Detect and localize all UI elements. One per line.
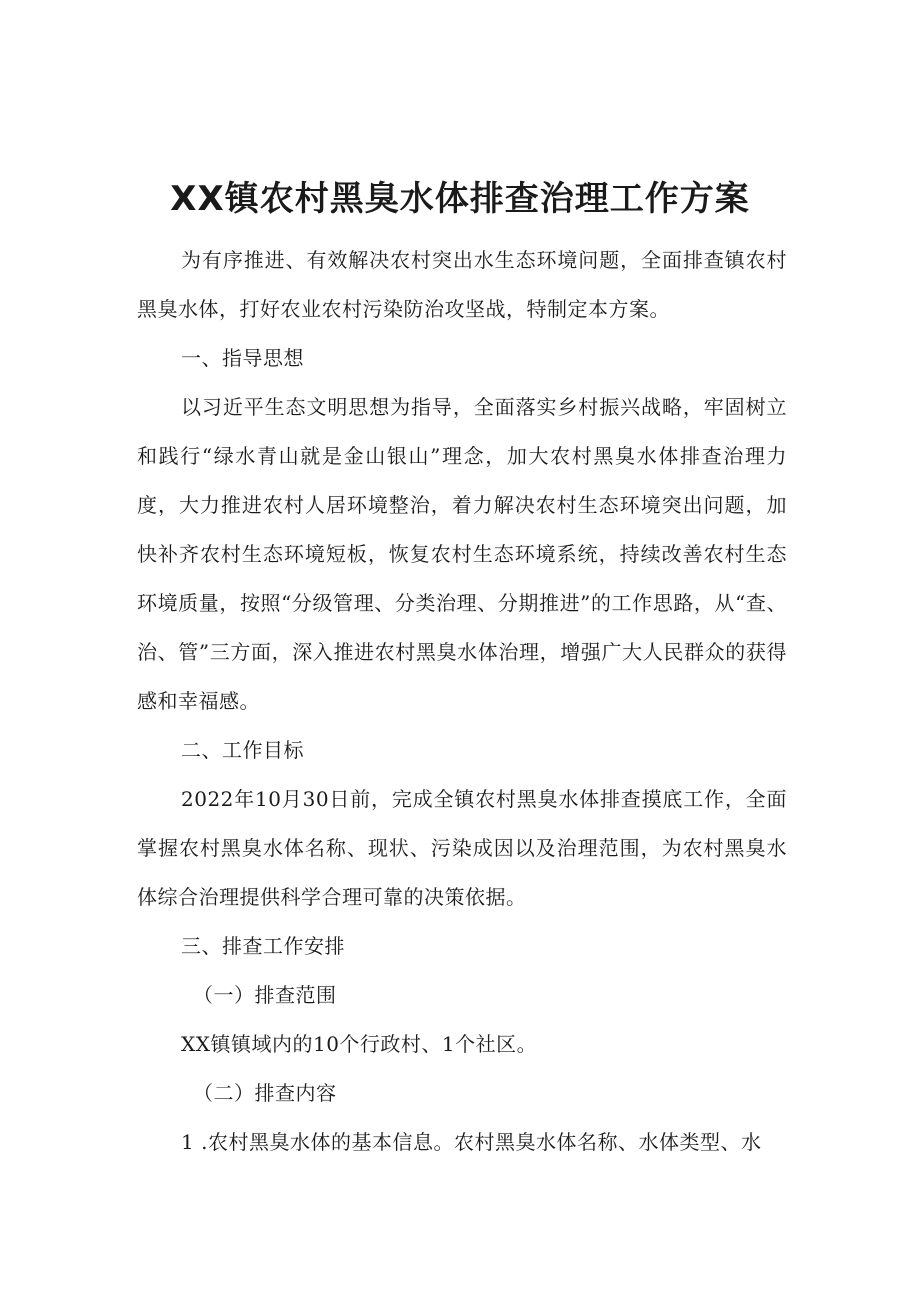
subheading-content: （二）排查内容 [193,1081,337,1105]
work-goal-paragraph: 2022年10月30日前，完成全镇农村黑臭水体排查摸底工作，全面掌握农村黑臭水体名称、现状、污染成因以及治理范围，为农村黑臭水体综合治理提供科学合理可靠的决策依据。 [137,787,787,909]
document-body [137,236,787,1167]
document-title: XX镇农村黑臭水体排查治理工作方案 [170,179,750,219]
scope-paragraph: XX镇镇域内的10个行政村、1个社区。 [181,1032,538,1056]
section-heading-arrangement: 三、排查工作安排 [181,934,345,958]
section-heading-work-goal: 二、工作目标 [181,738,304,762]
subheading-scope: （一）排查范围 [193,983,337,1007]
section-heading-guiding-thought: 一、指导思想 [181,346,304,370]
guiding-thought-paragraph: 以习近平生态文明思想为指导，全面落实乡村振兴战略，牢固树立和践行“绿水青山就是金山银山”理念，加大农村黑臭水体排查治理力度，大力推进农村人居环境整治，着力解决农村生态环境突出问题，加快补齐农村生态环境短板，恢复农村生态环境系统，持续改善农村生态环境质量，按照“分级管理、分类治理、分期推进”的工作思路，从“查、治、管”三方面，深入推进农村黑臭水体治理，增强广大人民群众的获得感和幸福感。 [137,395,787,713]
intro-paragraph: 为有序推进、有效解决农村突出水生态环境问题，全面排查镇农村黑臭水体，打好农业农村污染防治攻坚战，特制定本方案。 [137,248,787,321]
content-item-1: 1 .农村黑臭水体的基本信息。农村黑臭水体名称、水体类型、水 [181,1130,762,1154]
